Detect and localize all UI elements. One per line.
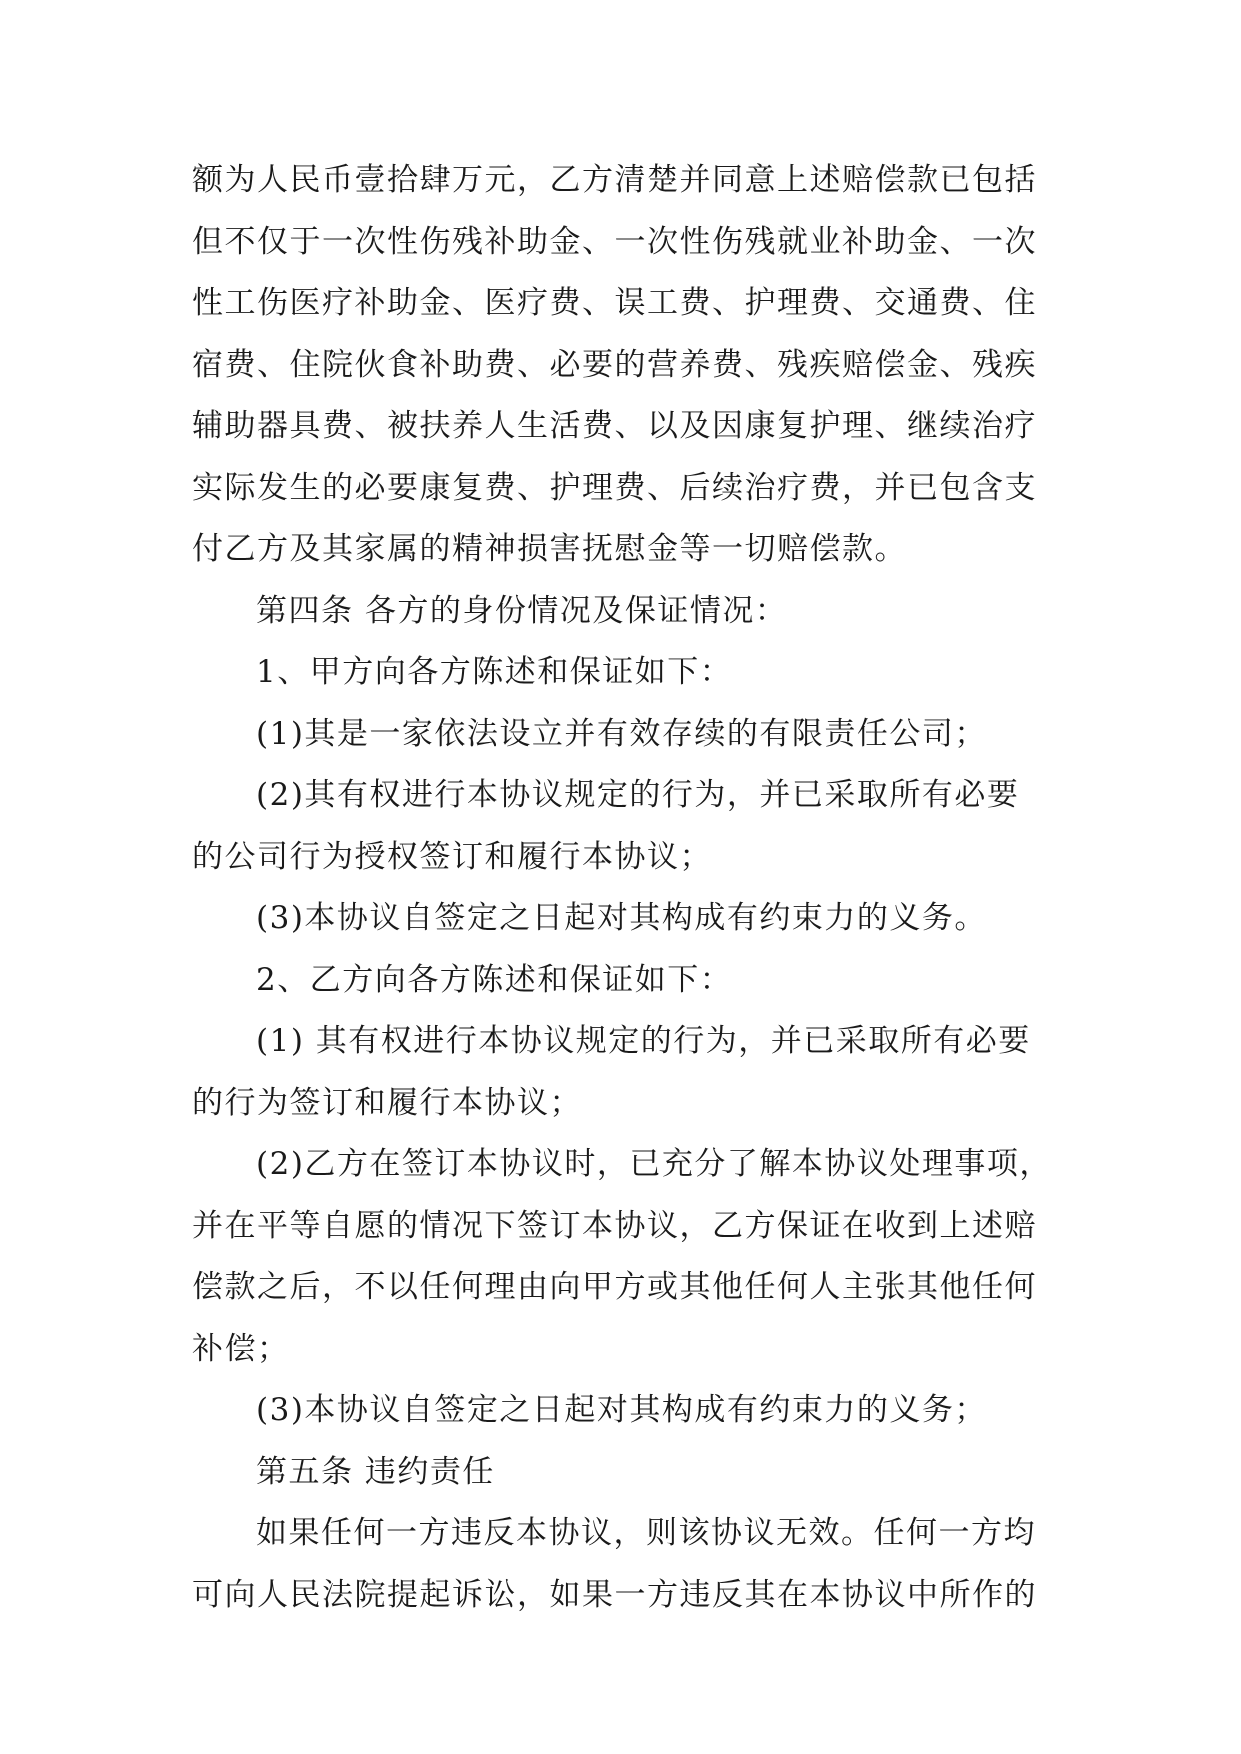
paragraph-line: 可向人民法院提起诉讼，如果一方违反其在本协议中所作的 — [192, 1576, 1037, 1613]
paragraph-line: 的行为签订和履行本协议； — [192, 1084, 582, 1121]
paragraph-line: (3)本协议自签定之日起对其构成有约束力的义务。 — [256, 900, 987, 936]
agreement-text — [192, 150, 1072, 1626]
paragraph-line: 宿费、住院伙食补助费、必要的营养费、残疾赔偿金、残疾 — [192, 346, 1037, 383]
paragraph-line: 的公司行为授权签订和履行本协议； — [192, 838, 712, 875]
paragraph-line: (2)其有权进行本协议规定的行为，并已采取所有必要 — [256, 777, 1020, 813]
article-5-heading: 第五条 违约责任 — [256, 1453, 495, 1490]
paragraph-line: 付乙方及其家属的精神损害抚慰金等一切赔偿款。 — [192, 531, 907, 567]
paragraph-line: 但不仅于一次性伤残补助金、一次性伤残就业补助金、一次 — [192, 223, 1037, 260]
paragraph-line: (3)本协议自签定之日起对其构成有约束力的义务； — [256, 1392, 987, 1428]
paragraph-line: 并在平等自愿的情况下签订本协议，乙方保证在收到上述赔 — [192, 1207, 1037, 1244]
paragraph-line: (1)其是一家依法设立并有效存续的有限责任公司； — [256, 715, 987, 752]
paragraph-line: 补偿； — [192, 1330, 290, 1367]
party-a-heading: 1、甲方向各方陈述和保证如下： — [256, 654, 733, 690]
paragraph-line: 性工伤医疗补助金、医疗费、误工费、护理费、交通费、住 — [192, 285, 1037, 321]
article-4-heading: 第四条 各方的身份情况及保证情况： — [256, 592, 788, 629]
party-b-heading: 2、乙方向各方陈述和保证如下： — [256, 961, 733, 998]
paragraph-line: 偿款之后，不以任何理由向甲方或其他任何人主张其他任何 — [192, 1269, 1037, 1305]
paragraph-line: 额为人民币壹拾肆万元，乙方清楚并同意上述赔偿款已包括 — [192, 162, 1037, 198]
paragraph-line: 实际发生的必要康复费、护理费、后续治疗费，并已包含支 — [192, 469, 1037, 506]
paragraph-line: (1) 其有权进行本协议规定的行为，并已采取所有必要 — [256, 1023, 1031, 1059]
paragraph-line: 辅助器具费、被扶养人生活费、以及因康复护理、继续治疗 — [192, 408, 1037, 444]
paragraph-line: 如果任何一方违反本协议，则该协议无效。任何一方均 — [256, 1515, 1036, 1551]
paragraph-line: (2)乙方在签订本协议时，已充分了解本协议处理事项， — [256, 1146, 1052, 1182]
